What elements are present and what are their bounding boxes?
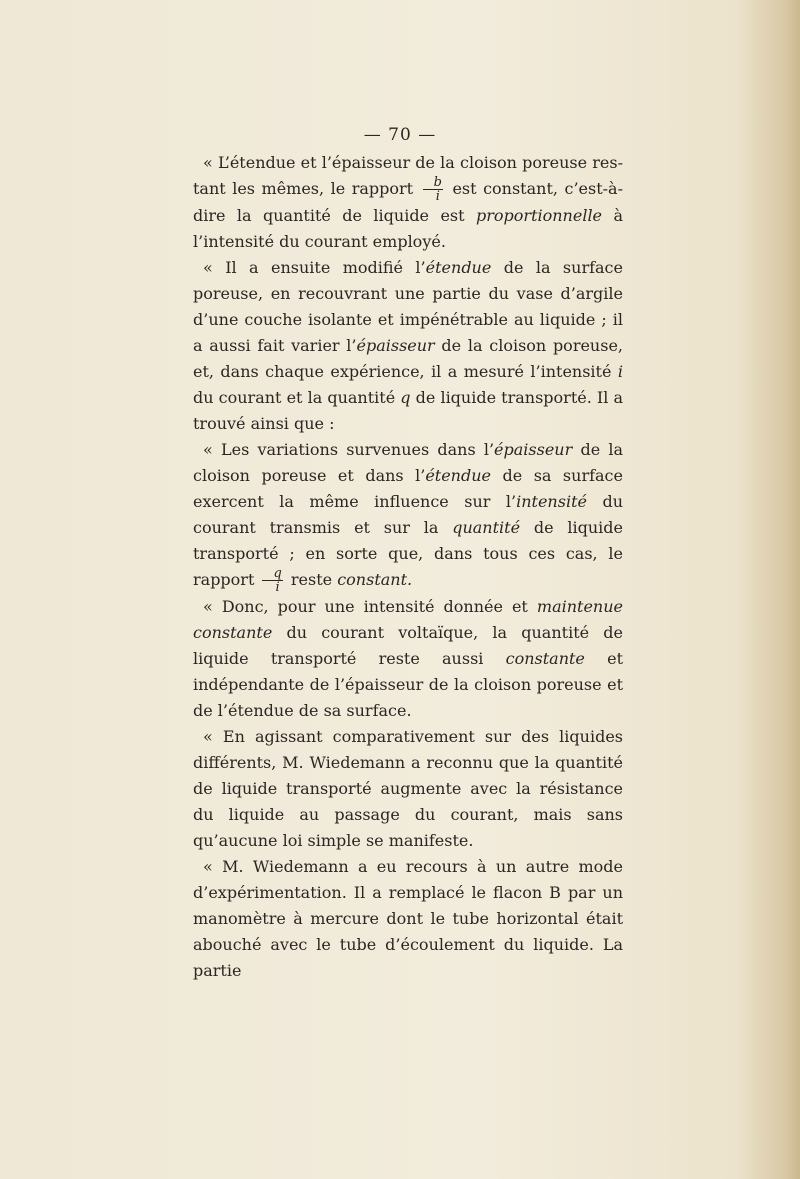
text-run: est constant, c’est-à-dire la quantité de liquide est [193, 179, 623, 225]
paragraph [193, 854, 623, 984]
paragraph [193, 594, 623, 724]
text-run: du courant transmis et sur la [193, 492, 623, 537]
italic-run: i [617, 362, 623, 381]
text-run: « L’étendue et l’épaisseur de la cloison poreuse restant les mêmes, le rapport [193, 153, 623, 198]
fraction-denominator: i [275, 580, 280, 595]
fraction [423, 176, 443, 203]
italic-run: étendue [425, 258, 492, 277]
text-run: de sa surface exercent la même influence sur l’ [193, 466, 623, 511]
paragraph [193, 724, 623, 854]
italic-run: proportionnelle [476, 206, 603, 225]
italic-run: étendue [425, 466, 491, 485]
text-run: reste [285, 570, 338, 589]
italic-run: intensité [516, 492, 587, 511]
paragraph [193, 437, 623, 594]
italic-run: maintenue constante [193, 597, 623, 642]
fraction [262, 567, 282, 594]
italic-run: constante [505, 649, 585, 668]
text-run: du courant et la quantité [193, 388, 401, 407]
text-run: « M. Wiedemann a eu recours à un autre mode d’expérimentation. Il a remplacé le flacon B par un manomètre à mercure dont le tube horizontal était abouché avec le tube d’écoulement du liquide. La partie [193, 857, 623, 980]
text-run: de la cloison poreuse, et, dans chaque expérience, il a mesuré l’intensité [193, 336, 623, 381]
italic-run: q [400, 388, 411, 407]
fraction-numerator: q [262, 567, 282, 581]
text-body [193, 150, 623, 984]
text-run: « Il a ensuite modifié l’ [203, 258, 426, 277]
text-run: « Les variations survenues dans l’ [203, 440, 495, 459]
text-run: de liquide transporté ; en sorte que, dans tous ces cas, le rapport [193, 518, 623, 589]
italic-run: quantité [452, 518, 521, 537]
fraction-denominator: i [435, 189, 440, 204]
text-run: du courant voltaïque, la quantité de liquide transporté reste aussi [193, 623, 623, 668]
italic-run: épaisseur [494, 440, 573, 459]
italic-run: constant. [337, 570, 413, 589]
text-run: de la cloison poreuse et dans l’ [193, 440, 623, 485]
text-run: de liquide transporté. Il a trouvé ainsi que : [193, 388, 623, 433]
fraction-numerator: b [423, 176, 443, 190]
text-run: « En agissant comparativement sur des liquides différents, M. Wiedemann a reconnu que la quantité de liquide transporté augmente avec la résistance du liquide au passage du courant, mais sans qu’aucune loi simple se manifeste. [193, 727, 623, 850]
text-run: et indépendante de l’épaisseur de la cloison poreuse et de l’étendue de sa surface. [193, 649, 623, 720]
italic-run: épaisseur [356, 336, 435, 355]
text-run: « Donc, pour une intensité donnée et [203, 597, 537, 616]
page-number: — 70 — [363, 125, 437, 145]
paragraph [193, 150, 623, 255]
text-run: de la surface poreuse, en recouvrant une partie du vase d’argile d’une couche isolante et impénétrable au liquide ; il a aussi fait varier l’ [193, 258, 623, 355]
paragraph [193, 255, 623, 437]
text-run: à l’intensité du courant employé. [193, 206, 624, 251]
